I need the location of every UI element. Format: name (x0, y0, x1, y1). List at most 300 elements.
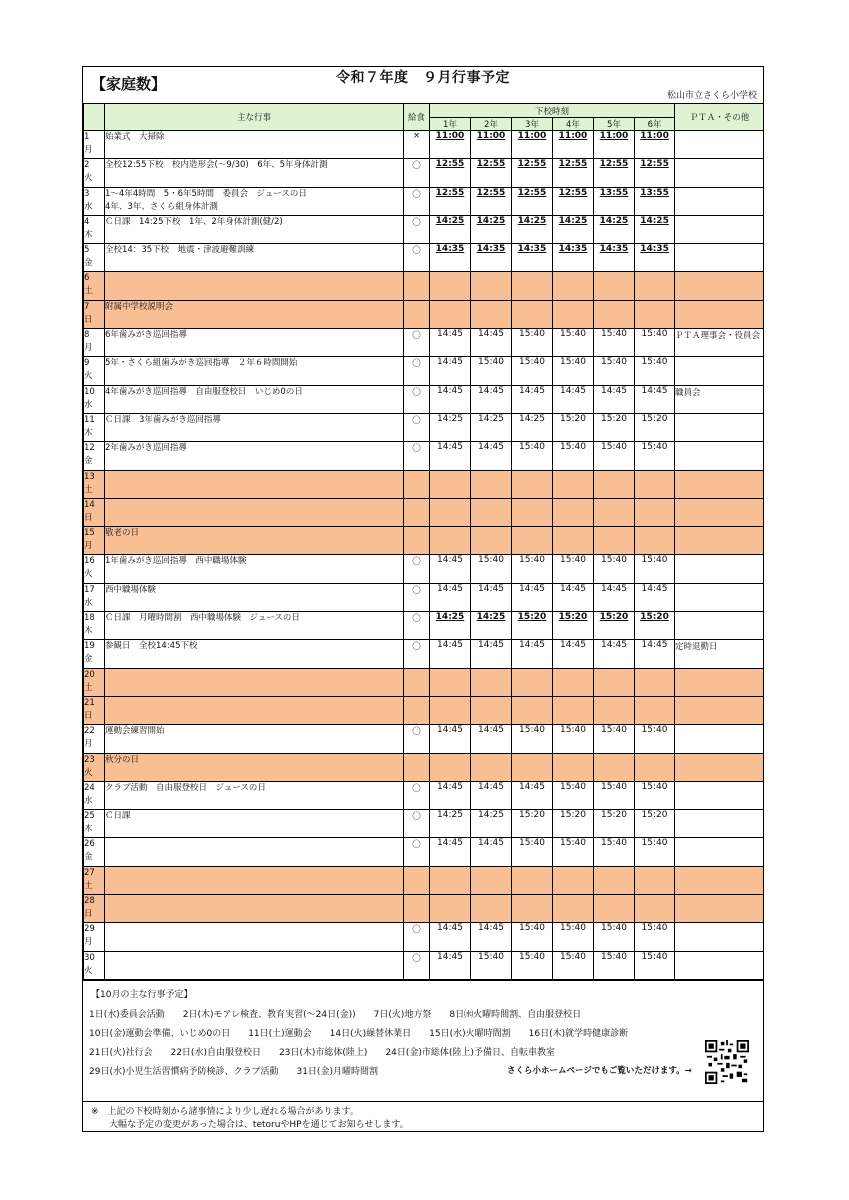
lunch-cell: 〇 (404, 413, 430, 441)
day-cell (84, 640, 105, 668)
day-number: 1 (84, 132, 90, 142)
weekday: 土 (84, 880, 93, 891)
day-number: 18 (84, 613, 95, 624)
lunch-cell: 〇 (404, 810, 430, 838)
event-cell (105, 895, 404, 923)
dismissal-time (553, 866, 594, 894)
weekday: 日 (84, 909, 93, 920)
dismissal-time (635, 696, 675, 724)
day-cell (84, 612, 105, 640)
dismissal-time (430, 696, 471, 724)
dismissal-time (553, 527, 594, 555)
pta-cell (675, 272, 764, 300)
dismissal-time: 12:55 (512, 159, 553, 187)
event-cell: 附属中学校説明会 (105, 300, 404, 328)
day-cell (84, 385, 105, 413)
dismissal-time: 14:45 (553, 583, 594, 611)
event-cell (105, 498, 404, 526)
day-number: 5 (84, 245, 90, 256)
day-cell (84, 583, 105, 611)
pta-cell (675, 131, 764, 159)
dismissal-time (430, 668, 471, 696)
event-cell: 参観日 全校14:45下校 (105, 640, 404, 668)
dismissal-time (553, 272, 594, 300)
dismissal-time: 15:40 (635, 725, 675, 753)
day-row (84, 951, 765, 979)
dismissal-time: 15:40 (553, 357, 594, 385)
day-row (84, 555, 765, 583)
dismissal-time: 14:45 (512, 385, 553, 413)
dismissal-time: 14:45 (430, 555, 471, 583)
dismissal-time: 11:00 (512, 131, 553, 159)
weekday: 火 (84, 569, 93, 580)
lunch-cell: × (404, 131, 430, 159)
lunch-cell: 〇 (404, 187, 430, 215)
dismissal-time: 15:40 (512, 442, 553, 470)
day-row (84, 413, 765, 441)
event-cell: Ｃ日課 14:25下校 1年、2年身体計測(健/2) (105, 215, 404, 243)
pta-cell (675, 838, 764, 866)
dismissal-time: 14:25 (635, 215, 675, 243)
day-cell (84, 781, 105, 809)
dismissal-time (430, 272, 471, 300)
pta-cell (675, 159, 764, 187)
lunch-cell (404, 470, 430, 498)
event-cell: Ｃ日課 (105, 810, 404, 838)
day-cell (84, 187, 105, 215)
dismissal-time: 14:45 (553, 640, 594, 668)
lunch-cell: 〇 (404, 159, 430, 187)
pta-cell (675, 527, 764, 555)
events-header: 主な行事 (105, 104, 404, 131)
dismissal-time: 15:40 (635, 442, 675, 470)
dismissal-time (471, 498, 512, 526)
weekday: 金 (84, 456, 93, 467)
dismissal-time (471, 470, 512, 498)
day-row (84, 215, 765, 243)
dismissal-time: 14:25 (430, 810, 471, 838)
day-cell (84, 866, 105, 894)
day-number: 9 (84, 358, 90, 369)
dismissal-time: 14:45 (430, 357, 471, 385)
day-cell (84, 668, 105, 696)
grade-header: 2年 (471, 118, 512, 131)
dismissal-time (594, 895, 635, 923)
weekday: 木 (84, 626, 93, 637)
dismissal-time (430, 753, 471, 781)
event-cell: 西中職場体験 (105, 583, 404, 611)
lunch-header: 給食 (404, 104, 430, 131)
dismissal-time: 14:45 (635, 583, 675, 611)
weekday: 木 (84, 229, 93, 240)
footnote: ※ 上記の下校時刻から諸事情により少し遅れる場合があります。 (91, 1106, 359, 1117)
dismissal-time: 14:25 (512, 215, 553, 243)
lunch-cell: 〇 (404, 329, 430, 357)
dismissal-time: 15:40 (594, 442, 635, 470)
dismissal-time (471, 696, 512, 724)
lunch-cell (404, 668, 430, 696)
weekday: 水 (84, 795, 93, 806)
pta-cell (675, 753, 764, 781)
dismissal-time (594, 272, 635, 300)
dismissal-time: 14:45 (430, 640, 471, 668)
day-number: 3 (84, 188, 90, 199)
dismissal-time: 14:45 (512, 583, 553, 611)
day-row (84, 583, 765, 611)
pta-cell (675, 866, 764, 894)
weekday: 火 (84, 173, 93, 184)
dismissal-time: 13:55 (635, 187, 675, 215)
dismissal-time (512, 300, 553, 328)
dismissal-time: 15:40 (594, 329, 635, 357)
dismissal-time (512, 498, 553, 526)
dismissal-time: 12:55 (471, 187, 512, 215)
dismissal-time: 12:55 (512, 187, 553, 215)
dismissal-time (553, 470, 594, 498)
dismissal-time (635, 866, 675, 894)
event-cell: 始業式 大掃除 (105, 131, 404, 159)
event-cell: Ｃ日課 3年歯みがき巡回指導 (105, 413, 404, 441)
dismissal-time: 14:45 (471, 725, 512, 753)
schedule-sheet (82, 66, 764, 1132)
dismissal-time: 14:45 (430, 838, 471, 866)
day-cell (84, 215, 105, 243)
day-number: 26 (84, 839, 95, 850)
dismissal-time: 14:25 (594, 215, 635, 243)
dismissal-time (430, 470, 471, 498)
event-cell (105, 866, 404, 894)
day-row (84, 753, 765, 781)
lunch-cell (404, 498, 430, 526)
day-number: 22 (84, 726, 95, 737)
dismissal-time: 14:45 (471, 442, 512, 470)
lunch-cell: 〇 (404, 640, 430, 668)
lunch-cell: 〇 (404, 244, 430, 272)
dismissal-time: 15:40 (471, 357, 512, 385)
pta-cell (675, 781, 764, 809)
day-number: 23 (84, 754, 95, 765)
pta-cell (675, 951, 764, 979)
event-cell: 6年歯みがき巡回指導 (105, 329, 404, 357)
dismissal-time: 15:40 (553, 329, 594, 357)
dismissal-time: 15:40 (635, 781, 675, 809)
dismissal-time: 12:55 (553, 159, 594, 187)
event-cell: 全校14：35下校 地震・津波避難訓練 (105, 244, 404, 272)
pta-cell (675, 498, 764, 526)
dismissal-time (512, 272, 553, 300)
dismissal-time: 15:40 (594, 555, 635, 583)
dismissal-time: 14:35 (430, 244, 471, 272)
weekday: 日 (84, 512, 93, 523)
day-row (84, 498, 765, 526)
dismissal-time: 14:25 (430, 413, 471, 441)
dismissal-time (430, 300, 471, 328)
lunch-cell (404, 866, 430, 894)
weekday: 水 (84, 399, 93, 410)
day-number: 21 (84, 697, 95, 708)
dismissal-time: 15:20 (553, 810, 594, 838)
dismissal-time: 12:55 (471, 159, 512, 187)
dismissal-time: 15:40 (512, 555, 553, 583)
dismissal-time (594, 300, 635, 328)
dismissal-time (512, 470, 553, 498)
day-cell (84, 300, 105, 328)
family-count-label: 【家庭数】 (91, 75, 167, 93)
dismissal-time (553, 696, 594, 724)
day-row (84, 668, 765, 696)
dismissal-time: 14:45 (430, 951, 471, 979)
weekday: 日 (84, 710, 93, 721)
dismissal-header: 下校時刻 (430, 104, 675, 118)
dismissal-time (594, 753, 635, 781)
dismissal-time: 11:00 (635, 131, 675, 159)
dismissal-time: 14:35 (512, 244, 553, 272)
pta-cell (675, 923, 764, 951)
pta-cell (675, 555, 764, 583)
day-cell (84, 753, 105, 781)
dismissal-time (594, 470, 635, 498)
dismissal-time: 15:40 (553, 951, 594, 979)
day-number: 12 (84, 443, 95, 454)
event-cell (105, 951, 404, 979)
october-heading: 【10月の主な行事予定】 (91, 989, 193, 1000)
day-number: 17 (84, 584, 95, 595)
event-cell (105, 838, 404, 866)
event-cell: 1～4年4時間 5・6年5時間 委員会 ジュースの日 4年、3年、さくら組身体計測 (105, 187, 404, 215)
pta-cell (675, 810, 764, 838)
dismissal-time (471, 753, 512, 781)
dismissal-time: 14:45 (430, 329, 471, 357)
dismissal-time: 14:45 (430, 583, 471, 611)
day-row (84, 923, 765, 951)
dismissal-time (635, 470, 675, 498)
dismissal-time: 15:20 (594, 413, 635, 441)
dismissal-time: 14:35 (594, 244, 635, 272)
day-number: 14 (84, 499, 95, 510)
dismissal-time: 14:45 (512, 781, 553, 809)
dismissal-time: 14:35 (471, 244, 512, 272)
dismissal-time: 15:20 (635, 612, 675, 640)
weekday: 金 (84, 852, 93, 863)
dismissal-time: 15:40 (594, 923, 635, 951)
dismissal-time: 15:40 (553, 555, 594, 583)
day-row (84, 159, 765, 187)
dismissal-time: 15:20 (635, 413, 675, 441)
dismissal-time: 12:55 (430, 159, 471, 187)
dismissal-time: 15:40 (512, 725, 553, 753)
day-number: 7 (84, 301, 90, 312)
grade-header: 5年 (594, 118, 635, 131)
dismissal-time: 15:40 (594, 357, 635, 385)
dismissal-time: 14:25 (553, 215, 594, 243)
day-row (84, 527, 765, 555)
dismissal-time: 15:40 (512, 923, 553, 951)
event-cell (105, 470, 404, 498)
day-row (84, 781, 765, 809)
dismissal-time: 15:20 (594, 612, 635, 640)
dismissal-time: 12:55 (594, 159, 635, 187)
lunch-cell (404, 895, 430, 923)
weekday: 水 (84, 597, 93, 608)
pta-cell: ＰＴＡ理事会・役員会 (675, 329, 764, 357)
dismissal-time: 14:25 (471, 612, 512, 640)
day-number: 16 (84, 556, 95, 567)
october-line: 29日(水)小児生活習慣病予防検診、クラブ活動 31日(金)月曜時間割 (89, 1066, 378, 1077)
pta-cell (675, 300, 764, 328)
weekday: 月 (84, 739, 93, 750)
pta-cell (675, 215, 764, 243)
dismissal-time: 14:25 (471, 413, 512, 441)
dismissal-time: 14:35 (635, 244, 675, 272)
dismissal-time (471, 300, 512, 328)
dismissal-time: 15:40 (553, 725, 594, 753)
grade-header: 1年 (430, 118, 471, 131)
day-number: 24 (84, 782, 95, 793)
day-cell (84, 244, 105, 272)
day-cell (84, 555, 105, 583)
day-cell (84, 810, 105, 838)
weekday: 木 (84, 824, 93, 835)
event-cell: 敬老の日 (105, 527, 404, 555)
dismissal-time: 13:55 (594, 187, 635, 215)
weekday: 木 (84, 427, 93, 438)
dismissal-time: 15:40 (635, 329, 675, 357)
october-line: 21日(火)社行会 22日(水)自由服登校日 23日(木)市総体(陸上) 24日(金)市総体(陸上)予備日、自転車教室 (89, 1047, 555, 1058)
dismissal-time: 15:40 (553, 838, 594, 866)
dismissal-time: 11:00 (594, 131, 635, 159)
weekday: 日 (84, 314, 93, 325)
dismissal-time (594, 668, 635, 696)
dismissal-time (553, 895, 594, 923)
qr-code-icon[interactable] (705, 1040, 749, 1084)
dismissal-time: 15:40 (594, 725, 635, 753)
weekday: 金 (84, 258, 93, 269)
day-row (84, 640, 765, 668)
dismissal-time: 15:40 (594, 781, 635, 809)
dismissal-time: 14:25 (471, 215, 512, 243)
dismissal-time: 14:45 (635, 385, 675, 413)
day-cell (84, 696, 105, 724)
dismissal-time: 15:20 (512, 810, 553, 838)
dismissal-time (594, 866, 635, 894)
dismissal-time: 15:20 (635, 810, 675, 838)
day-row (84, 187, 765, 215)
day-cell (84, 725, 105, 753)
pta-cell (675, 895, 764, 923)
dismissal-time: 14:45 (594, 640, 635, 668)
footnote: 大幅な予定の変更があった場合は、tetoruやHPを通じてお知らせします。 (91, 1119, 409, 1130)
dismissal-time: 14:45 (430, 923, 471, 951)
dismissal-time (635, 668, 675, 696)
dismissal-time: 12:55 (430, 187, 471, 215)
pta-cell (675, 470, 764, 498)
day-number: 15 (84, 528, 95, 539)
dismissal-time: 14:45 (471, 923, 512, 951)
day-row (84, 810, 765, 838)
dismissal-time (471, 272, 512, 300)
grade-header: 4年 (553, 118, 594, 131)
october-line: 1日(水)委員会活動 2日(木)モアレ検査、教育実習(～24日(金)) 7日(火)地方祭 8日㈬火曜時間割、自由服登校日 (89, 1009, 582, 1020)
pta-cell: 職員会 (675, 385, 764, 413)
lunch-cell (404, 300, 430, 328)
dismissal-time: 15:40 (553, 923, 594, 951)
dismissal-time (553, 300, 594, 328)
day-number: 25 (84, 811, 95, 822)
dismissal-time: 15:20 (553, 413, 594, 441)
day-row (84, 725, 765, 753)
dismissal-time: 14:45 (635, 640, 675, 668)
lunch-cell (404, 527, 430, 555)
day-cell (84, 272, 105, 300)
dismissal-time: 14:25 (471, 810, 512, 838)
dismissal-time: 15:40 (512, 951, 553, 979)
dismissal-time: 11:00 (553, 131, 594, 159)
dismissal-time (635, 300, 675, 328)
dismissal-time: 14:45 (471, 781, 512, 809)
dismissal-time (553, 498, 594, 526)
dismissal-time (512, 668, 553, 696)
day-cell (84, 895, 105, 923)
day-number: 28 (84, 896, 95, 907)
dismissal-time: 15:20 (594, 810, 635, 838)
dismissal-time: 14:45 (471, 385, 512, 413)
event-cell: 5年・さくら組歯みがき巡回指導 ２年６時間開始 (105, 357, 404, 385)
weekday: 月 (84, 937, 93, 948)
day-number: 30 (84, 952, 95, 963)
dismissal-time: 14:45 (553, 385, 594, 413)
weekday: 月 (84, 541, 93, 552)
pta-cell (675, 612, 764, 640)
dismissal-time (430, 895, 471, 923)
dismissal-time: 14:45 (512, 640, 553, 668)
event-cell (105, 923, 404, 951)
lunch-cell (404, 753, 430, 781)
dismissal-time: 15:40 (512, 838, 553, 866)
day-number: 27 (84, 867, 95, 878)
weekday: 火 (84, 767, 93, 778)
dismissal-time: 15:40 (512, 329, 553, 357)
day-row (84, 131, 765, 159)
lunch-cell: 〇 (404, 385, 430, 413)
dismissal-time (471, 866, 512, 894)
pta-cell (675, 357, 764, 385)
dismissal-time (512, 866, 553, 894)
dismissal-time (594, 527, 635, 555)
event-cell (105, 696, 404, 724)
dismissal-time: 15:40 (512, 357, 553, 385)
day-row (84, 895, 765, 923)
lunch-cell: 〇 (404, 583, 430, 611)
weekday: 土 (84, 682, 93, 693)
dismissal-time (512, 753, 553, 781)
dismissal-time: 15:40 (594, 951, 635, 979)
weekday: 火 (84, 965, 93, 976)
pta-cell (675, 668, 764, 696)
dismissal-time: 15:40 (635, 357, 675, 385)
dismissal-time: 15:40 (471, 555, 512, 583)
grade-header: 3年 (512, 118, 553, 131)
day-number: 11 (84, 414, 95, 425)
sheet-header (83, 67, 763, 103)
dismissal-time: 14:45 (471, 838, 512, 866)
event-cell: クラブ活動 自由服登校日 ジュースの日 (105, 781, 404, 809)
day-row (84, 866, 765, 894)
day-number: 20 (84, 669, 95, 680)
lunch-cell: 〇 (404, 838, 430, 866)
dismissal-time: 15:20 (553, 612, 594, 640)
pta-cell (675, 583, 764, 611)
day-number: 29 (84, 924, 95, 935)
